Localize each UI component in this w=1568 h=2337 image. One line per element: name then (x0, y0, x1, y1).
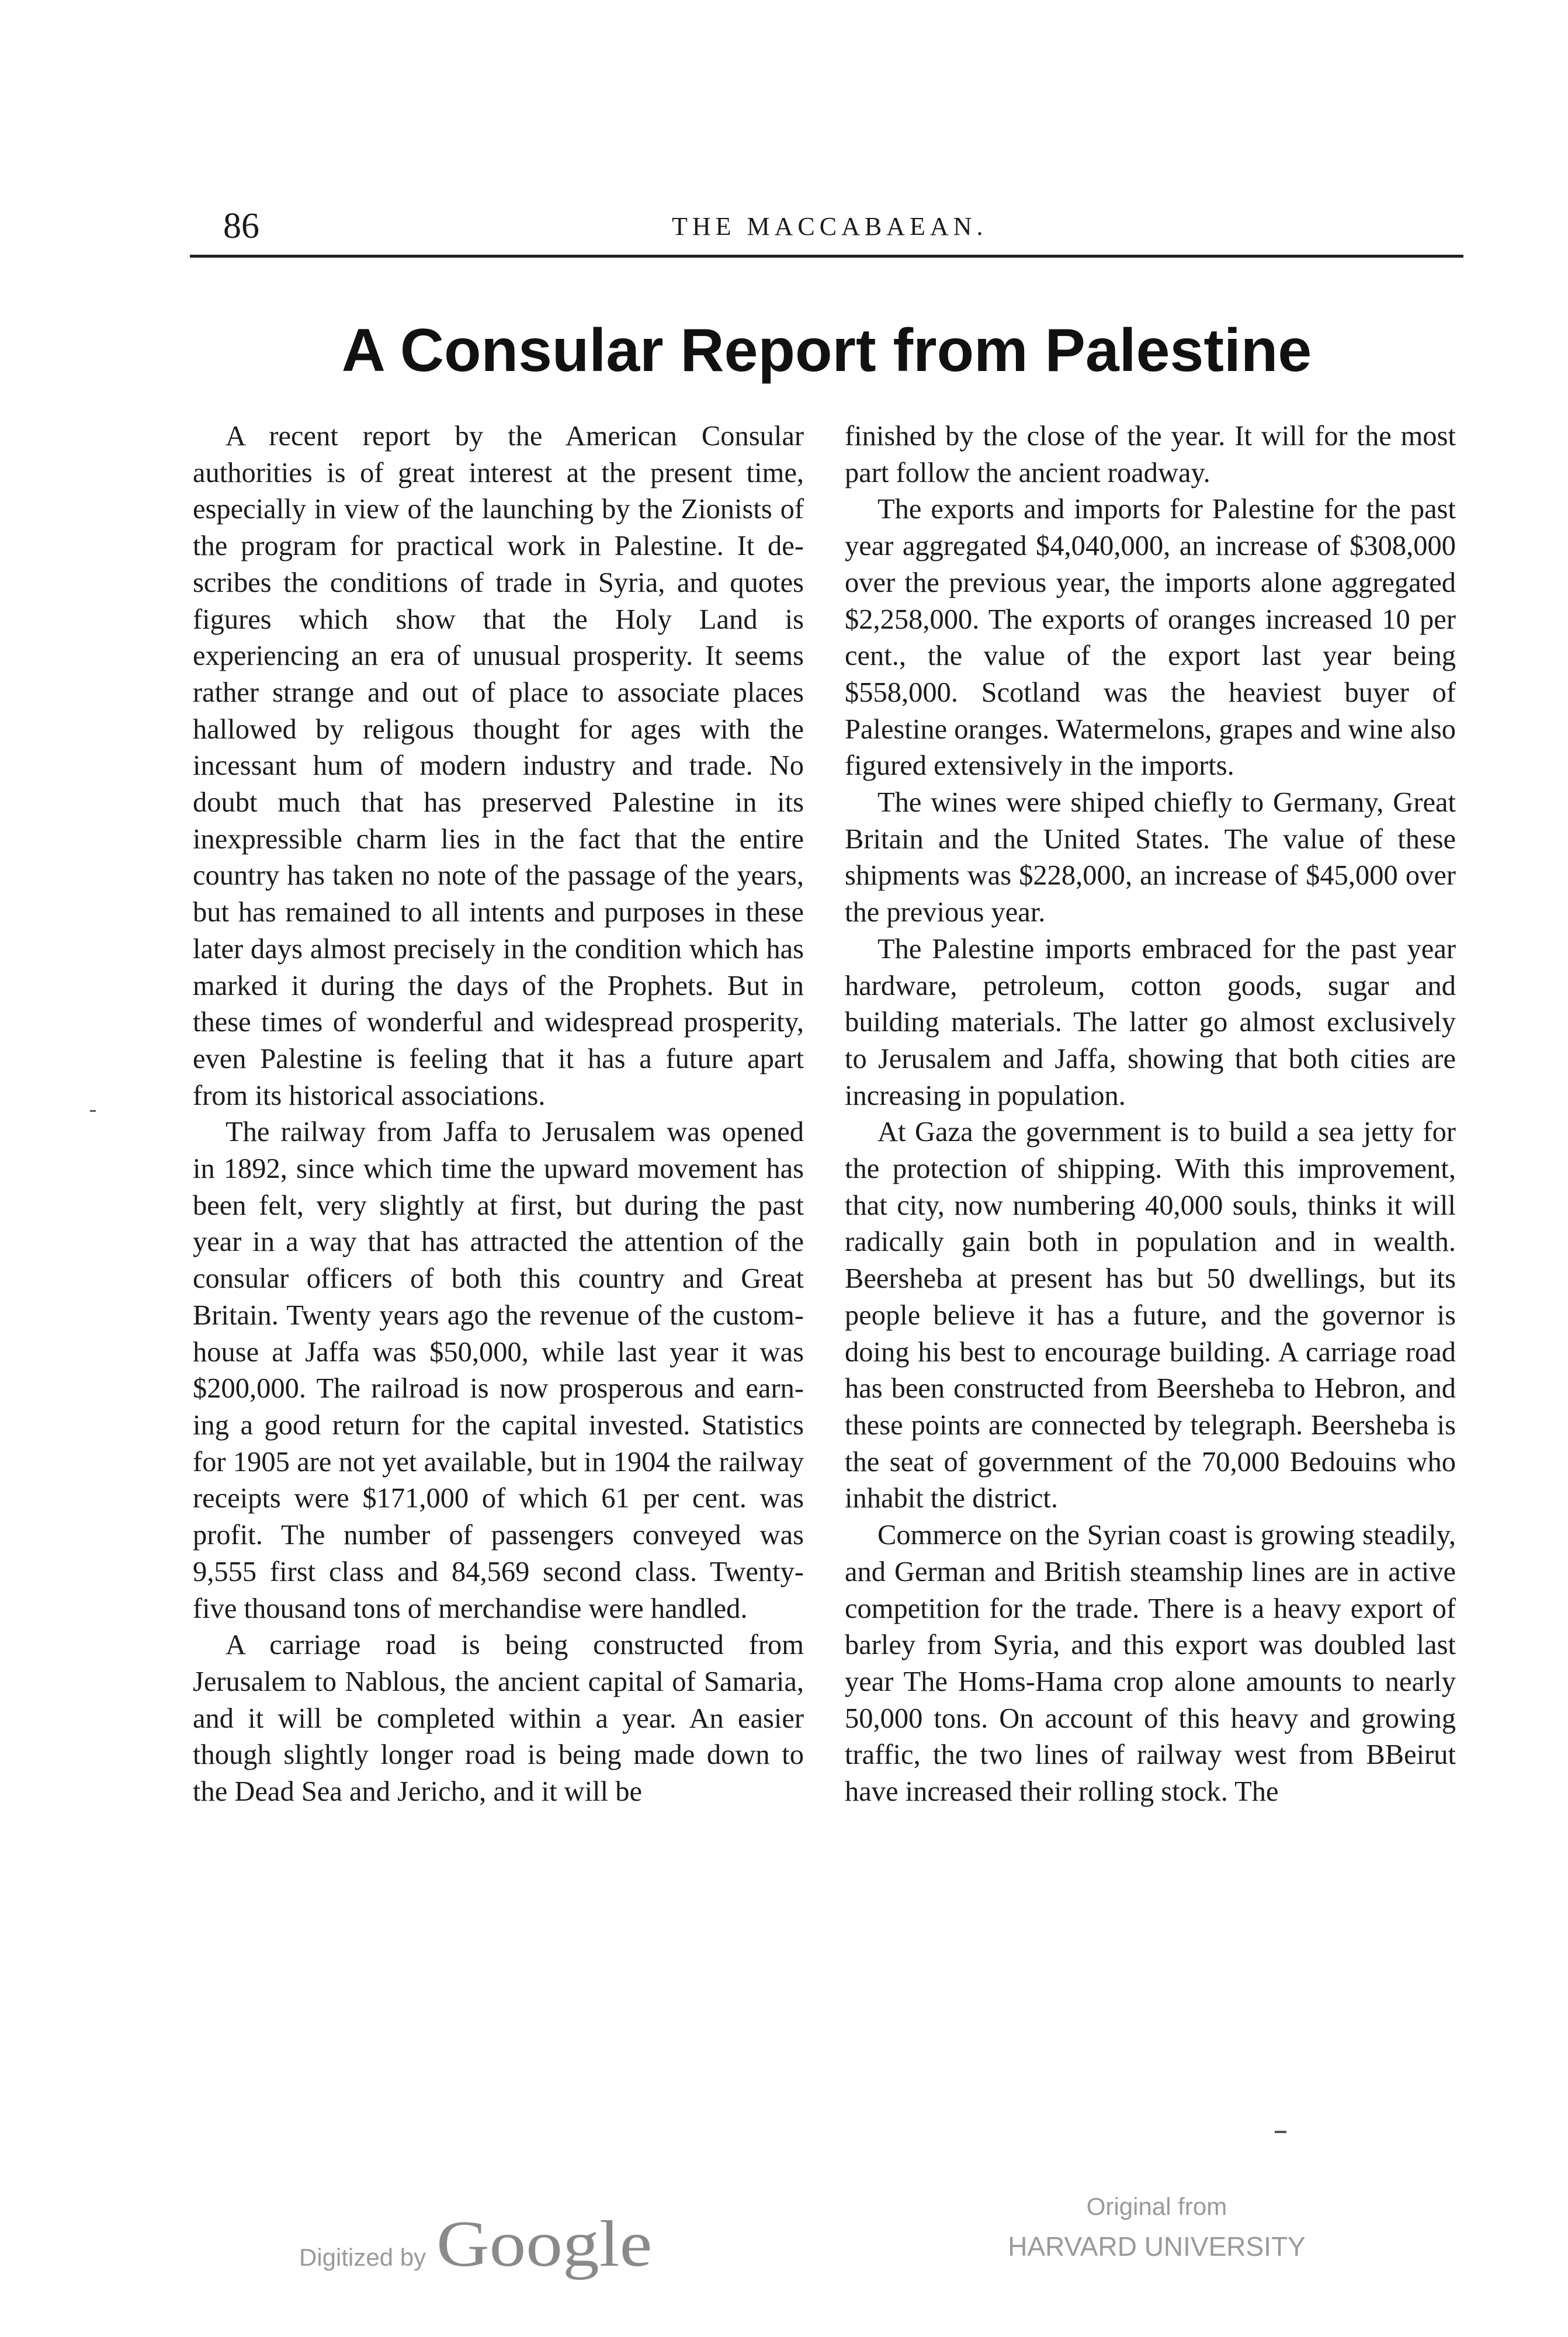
paragraph: The Palestine imports embraced for the past year hardware, petroleum, cotton goods, sugar and building materials. The latter go almost exclusively to Jerusalem and Jaffa, showing that both cities are increasing in population. (845, 933, 1456, 1111)
article-title: A Consular Report from Palestine (341, 317, 1312, 384)
paragraph: The exports and imports for Palestine for the past year aggregated $4,040,000, an increase of $308,000 over the previous year, the imports alone aggregated $2,258,000. The exports of oranges increased 10 per cent., the value of the export last year being $558,000. Scotland was the heaviest buyer of Palestine oranges. Watermelons, grapes and wine also figured extensively in the imports. (845, 494, 1456, 782)
paragraph: The railway from Jaffa to Jerusalem was opened in 1892, since which time the upward movement has been felt, very slightly at first, but during the past year in a way that has attracted the attention of the consular officers of both this country and Great Britain. Twenty years ago the revenue of the custom-house at Jaffa was $50,000, while last year it was $200,000. The railroad is now prosperous and earning a good return for the capital invested. Statistics for 1905 are not yet available, but in 1904 the railway receipts were $171,000 of which 61 per cent. was profit. The number of passengers conveyed was 9,555 first class and 84,569 second class. Twenty-five thousand tons of merchandise were handled. (193, 1117, 804, 1624)
original-from-label: Original from (1086, 2193, 1227, 2220)
paragraph: The wines were shiped chiefly to Germany, Great Britain and the United States. The value of these shipments was $228,000, an increase of $45,000 over the previous year. (845, 787, 1456, 928)
left-column (193, 418, 804, 1811)
paragraph: A recent report by the American Consular authorities is of great interest at the present time, especially in view of the launching by the Zionists of the program for practical work in Palestine. It describes the conditions of trade in Syria, and quotes figures which show that the Holy Land is experiencing an era of unusual prosperity. It seems rather strange and out of place to associate places hallowed by religous thought for ages with the incessant hum of modern industry and trade. No doubt much that has preserved Palestine in its inexpressible charm lies in the fact that the entire country has taken no note of the passage of the years, but has remained to all intents and purposes in these later days almost precisely in the condition which has marked it during the days of the Prophets. But in these times of wonderful and widespread prosperity, even Palestine is feeling that it has a future apart from its historical associations. (193, 421, 804, 1111)
paragraph-continuation: finished by the close of the year. It will for the most part follow the ancient roadway. (845, 421, 1456, 488)
right-column (845, 418, 1456, 1811)
source-library-label: HARVARD UNIVERSITY (1008, 2231, 1306, 2262)
paragraph: Commerce on the Syrian coast is growing steadily, and German and British steamship lines are in active competition for the trade. There is a heavy export of barley from Syria, and this export was doubled last year The Homs-Hama crop alone amounts to nearly 50,000 tons. On account of this heavy and growing traffic, the two lines of railway west from BBeirut have increased their rolling stock. The (845, 1520, 1456, 1808)
paragraph: A carriage road is being constructed from Jerusalem to Nablous, the ancient capital of Samaria, and it will be completed within a year. An easier though slightly longer road is being made down to the Dead Sea and Jericho, and it will be (193, 1629, 804, 1808)
end-dash (1275, 2131, 1286, 2133)
digitized-by-label: Digitized by (299, 2244, 426, 2271)
page-number: 86 (223, 206, 259, 246)
google-logo: Google (436, 2208, 653, 2280)
header-rule (190, 255, 1463, 258)
margin-mark (90, 1110, 96, 1112)
running-head: THE MACCABAEAN. (672, 212, 988, 241)
digitized-by-watermark (299, 2208, 653, 2280)
paragraph: At Gaza the government is to build a sea jetty for the protection of shipping. With this improvement, that city, now numbering 40,000 souls, thinks it will radically gain both in population and in wealth. Beersheba at present has but 50 dwellings, but its people believe it has a future, and the governor is doing his best to encourage building. A carriage road has been constructed from Beersheba to Hebron, and these points are connected by telegraph. Beersheba is the seat of government of the 70,000 Bedouins who inhabit the district. (845, 1117, 1456, 1514)
